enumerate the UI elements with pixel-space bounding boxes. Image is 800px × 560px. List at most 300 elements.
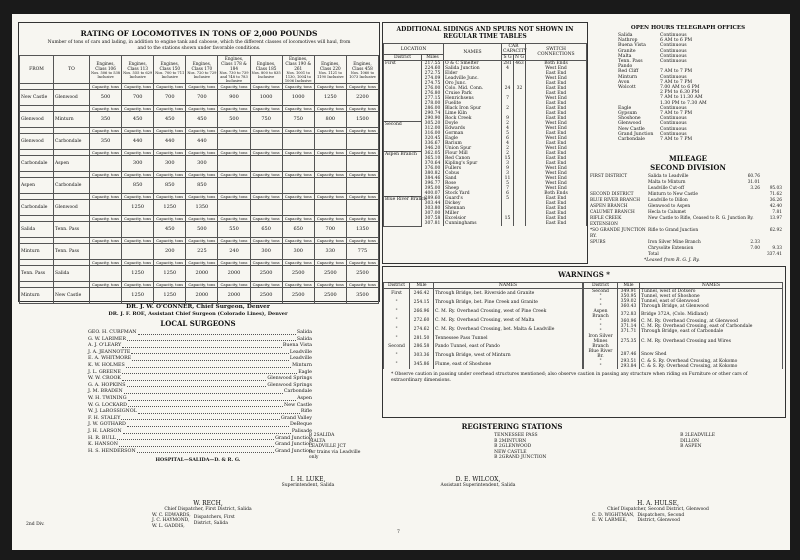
value-cell: 650 — [282, 222, 314, 238]
office-hours: Continuous — [660, 105, 687, 111]
leader-dots — [122, 376, 266, 381]
siding-cell: 336.67 — [422, 141, 444, 146]
capacity-label: Capacity, tons — [282, 194, 314, 200]
capacity-label: Capacity, tons — [154, 260, 186, 266]
class-name: Engines, Class 178 & 184 — [221, 56, 247, 71]
siding-cell: 272.75 — [422, 71, 444, 76]
surgeon-name: J. W. GOTHARD — [88, 422, 126, 428]
siding-cell: Henrichsens — [444, 96, 502, 101]
mileage-row — [590, 216, 786, 228]
value-cell — [218, 134, 250, 150]
warning-mile: 372.83 — [618, 309, 640, 319]
warning-district: Iron Silver Mines Branch — [584, 334, 618, 349]
capacity-label: Capacity, tons — [250, 150, 282, 156]
capacity-label: Capacity, tons — [122, 282, 154, 288]
warning-row — [384, 360, 583, 369]
siding-cell: Edwards — [444, 126, 502, 131]
surgeon-place: Grand Valley — [280, 415, 312, 421]
mileage-desc: Rifle to Grand Junction — [648, 228, 699, 233]
telegraph-panel — [590, 22, 786, 152]
siding-cell: 15 — [502, 156, 514, 161]
class-numbers: Nos. 555 to 629 Inclusive — [123, 70, 153, 79]
value-cell: 3500 — [346, 288, 378, 304]
capacity-header: CAR CAPACITY — [503, 44, 527, 54]
warning-mile: 293.51 — [618, 359, 640, 364]
siding-cell: 224.60 — [422, 66, 444, 71]
surgeon-row — [88, 396, 312, 403]
capacity-label: Capacity, tons — [218, 238, 250, 244]
capacity-label: Capacity, tons — [122, 216, 154, 222]
chief-surgeon: DR. J. W. O'CONNER, Chief Surgeon, Denver — [126, 304, 270, 310]
siding-cell: East End — [526, 91, 587, 96]
capacity-label: Capacity, tons — [90, 216, 122, 222]
warning-name: Pando Tunnel, east of Pando — [434, 342, 583, 351]
to-cell: New Castle — [54, 288, 90, 304]
capacity-label: Capacity, tons — [90, 238, 122, 244]
office-name: Grand Junction — [618, 131, 654, 137]
leader-dots — [124, 389, 283, 394]
leader-dots — [138, 330, 296, 335]
siding-cell: 303.80 — [422, 206, 444, 211]
value-cell: 1500 — [346, 112, 378, 128]
capacity-label: Capacity, tons — [282, 172, 314, 178]
surgeon-place: Minturn — [292, 362, 312, 368]
dispatchers-second-title: Dispatchers, Second District, Glenwood — [637, 512, 685, 523]
value-cell: 650 — [250, 222, 282, 238]
siding-cell — [514, 221, 526, 226]
siding-cell: 303.44 — [422, 201, 444, 206]
value-cell: 1250 — [122, 288, 154, 304]
value-cell: 750 — [250, 112, 282, 128]
registering-station: B 2GLENWOOD — [494, 444, 532, 449]
warning-mile: 287.46 — [618, 349, 640, 359]
siding-cell: Stock Yard — [444, 191, 502, 196]
division-label: 2nd Div. — [26, 522, 45, 527]
chief-dispatcher-first-title: Chief Dispatcher, First District, Salida — [164, 507, 252, 512]
capacity-label: Capacity, tons — [218, 216, 250, 222]
class-numbers: Nos. 730 to 739 and 748 to 783 Inclusive — [219, 71, 249, 83]
office-name: Granite — [618, 48, 636, 54]
class-numbers: Nos. 720 to 729 Inclusive — [187, 70, 217, 79]
warning-row — [584, 364, 783, 369]
table-row — [20, 134, 379, 150]
surgeon-name: E. A. WHITMORE — [88, 356, 132, 362]
warning-district: Blue River Br. — [584, 349, 618, 359]
siding-cell: Elder — [444, 71, 502, 76]
siding-cell: Leadville Junc. — [444, 76, 502, 81]
siding-cell: Dickey — [444, 201, 502, 206]
from-cell: Aspen — [20, 178, 54, 194]
warn-names-header: NAMES — [434, 283, 583, 289]
switch-header: SWITCH CONNECTIONS — [526, 44, 587, 61]
to-cell: Glenwood — [54, 90, 90, 106]
capacity-label: Capacity, tons — [346, 106, 378, 112]
warning-mile: 286.58 — [410, 342, 434, 351]
capacity-label: Capacity, tons — [314, 150, 346, 156]
value-cell: 300 — [122, 156, 154, 172]
from-header: FROM — [20, 56, 54, 84]
capacity-label: Capacity, tons — [282, 150, 314, 156]
loco-header-row — [20, 56, 379, 84]
leader-dots — [132, 356, 289, 361]
mileage-label: RIFLE CREEK EXTENSION — [590, 216, 622, 227]
registering-station: B 2MINTURN — [494, 438, 527, 444]
siding-cell: Rose — [444, 181, 502, 186]
mileage-label: SPURS — [590, 240, 606, 245]
siding-cell: West End — [526, 166, 587, 171]
surgeon-name: A. J. O'LEARY — [88, 343, 122, 349]
value-cell: 500 — [186, 222, 218, 238]
dispatcher-haymond: J. C. HAYMOND, — [152, 518, 190, 523]
from-cell: Glenwood — [20, 134, 54, 150]
surgeon-name: J. A. JEANNOTTE — [88, 349, 131, 355]
warning-name: Tunnel, west of Shoshone — [640, 294, 783, 299]
capacity-label: Capacity, tons — [90, 106, 122, 112]
warning-district: " — [384, 325, 410, 334]
registering-station: TENNESSEE PASS — [494, 433, 538, 438]
siding-cell: 4 — [502, 126, 514, 131]
superintendent-title: Superintendent, Salida — [281, 483, 335, 488]
capacity-label: Capacity, tons — [250, 106, 282, 112]
surgeon-row — [88, 389, 312, 396]
from-cell: Minturn — [20, 244, 54, 260]
capacity-label: Capacity, tons — [186, 106, 218, 112]
value-cell: 900 — [218, 90, 250, 106]
value-cell: 2500 — [314, 266, 346, 282]
capacity-label: Capacity, tons — [314, 260, 346, 266]
value-cell: 1000 — [250, 90, 282, 106]
value-cell: 2200 — [346, 90, 378, 106]
leader-dots — [131, 350, 289, 355]
class-name: Engines, Class 190 & 261 — [285, 56, 312, 71]
capacity-label: Capacity, tons — [122, 172, 154, 178]
siding-cell: Black Iron Spur — [444, 106, 502, 111]
capacity-label: Capacity, tons — [282, 84, 314, 90]
siding-cell: 4 — [502, 141, 514, 146]
capacity-label: Capacity, tons — [154, 128, 186, 134]
office-name: Salida — [618, 33, 633, 38]
warning-mile: 274.62 — [410, 325, 434, 334]
mileage-label: CALUMET BRANCH — [590, 210, 635, 215]
office-name: Wolcott — [618, 85, 636, 91]
dispatcher-wightman: C. D. WIGHTMAN, — [592, 512, 635, 518]
from-cell: Carbondale — [20, 200, 54, 216]
office-hours: Continuous — [660, 74, 687, 80]
surgeon-row — [88, 337, 312, 344]
siding-cell: 316.00 — [422, 131, 444, 136]
capacity-label: Capacity, tons — [282, 260, 314, 266]
value-cell: 1350 — [346, 222, 378, 238]
leader-dots — [127, 383, 267, 388]
value-cell: 200 — [154, 244, 186, 260]
location-header: LOCATION — [384, 44, 444, 55]
siding-cell: West End — [526, 76, 587, 81]
warn-district-header: District — [384, 283, 410, 289]
office-hours: Continuous — [660, 126, 687, 132]
siding-cell: 32 — [514, 86, 526, 91]
siding-cell: 217.55 — [422, 61, 444, 67]
siding-cell: East End — [526, 81, 587, 86]
surgeon-place: Eagle — [298, 369, 312, 375]
value-cell: 300 — [186, 156, 218, 172]
class-numbers: Nos. 506 to 538 Inclusive — [91, 70, 121, 79]
mileage-desc: Chrysolite Extension — [648, 246, 694, 251]
capacity-label: Capacity, tons — [218, 84, 250, 90]
mileage-desc: Minturn to New Castle — [648, 192, 698, 197]
warning-row — [384, 342, 583, 351]
mileage-a: 7.00 — [750, 246, 760, 251]
siding-cell: 6 — [502, 191, 514, 196]
value-cell: 440 — [154, 134, 186, 150]
capacity-label: Capacity, tons — [250, 260, 282, 266]
siding-cell: 400.07 — [422, 191, 444, 196]
warning-district: " — [384, 334, 410, 343]
warning-row — [384, 307, 583, 316]
value-cell — [122, 244, 154, 260]
warning-mile: 254.15 — [410, 298, 434, 307]
surgeon-name: W. J. LaROSSIGNOL — [88, 409, 137, 415]
district-cell: Aspen Branch — [384, 151, 422, 196]
value-cell: 1250 — [154, 200, 186, 216]
siding-cell: Union Spur — [444, 146, 502, 151]
capacity-label: Capacity, tons — [122, 194, 154, 200]
siding-cell: 276.80 — [422, 91, 444, 96]
class-header — [346, 56, 378, 84]
siding-cell: 320.45 — [422, 136, 444, 141]
warning-row — [584, 309, 783, 319]
siding-cell: Colo. Mid. Conn. — [444, 86, 502, 91]
siding-cell: East End — [526, 201, 587, 206]
value-cell — [346, 134, 378, 150]
siding-cell: 278.00 — [422, 101, 444, 106]
siding-cell: East End — [526, 141, 587, 146]
warning-district: " — [384, 360, 410, 369]
class-numbers: Nos. 1001 to 1130, 1004 to 1006 Inclusive — [284, 71, 312, 83]
value-cell — [282, 134, 314, 150]
value-cell: 300 — [250, 244, 282, 260]
capacity-label: Capacity, tons — [90, 128, 122, 134]
siding-cell: Sheep — [444, 186, 502, 191]
value-cell — [282, 178, 314, 194]
siding-cell: 380.82 — [422, 171, 444, 176]
mileage-label: SECOND DISTRICT — [590, 192, 634, 197]
office-hours: Continuous — [660, 59, 687, 65]
siding-cell: 384.46 — [422, 176, 444, 181]
office-name: Nathrop — [618, 38, 638, 44]
value-cell: 1250 — [122, 266, 154, 282]
siding-cell: West End — [526, 146, 587, 151]
siding-cell: West End — [526, 121, 587, 126]
class-header — [90, 56, 122, 84]
siding-cell: 307.81 — [422, 221, 444, 226]
capacity-label: Capacity, tons — [282, 216, 314, 222]
capacity-label: Capacity, tons — [346, 172, 378, 178]
capacity-label: Capacity, tons — [250, 216, 282, 222]
value-cell: 330 — [314, 244, 346, 260]
class-name: Engines, Class 150 — [159, 60, 181, 71]
warning-row — [584, 349, 783, 359]
class-name: Engines, Class 458 — [352, 60, 373, 71]
value-cell: 440 — [122, 134, 154, 150]
warning-mile: 303.36 — [410, 351, 434, 360]
siding-cell: 274.09 — [422, 76, 444, 81]
office-hours: 7 AM to 7 PM — [660, 137, 693, 143]
mileage-a: 2.33 — [750, 240, 760, 245]
siding-cell: 276.00 — [422, 86, 444, 91]
registering-station: B ASPEN — [680, 444, 702, 449]
mileage-desc: Hecla to Calumet — [648, 210, 687, 215]
registering-station: B 2GRAND JUNCTION — [494, 455, 547, 460]
siding-cell: Guard's — [444, 196, 502, 201]
siding-cell: Lime Kiln — [444, 111, 502, 116]
registering-station: for trains via Leadville — [308, 449, 361, 455]
siding-cell: 395.00 — [422, 186, 444, 191]
value-cell — [346, 178, 378, 194]
warning-district: " — [584, 324, 618, 329]
telegraph-office — [618, 137, 728, 142]
warn-mile-header-2: Mile — [618, 283, 640, 289]
dispatcher-larmee: E. W. LARMEE, — [592, 518, 628, 523]
class-header — [314, 56, 346, 84]
from-cell: Minturn — [20, 288, 54, 304]
value-cell — [90, 244, 122, 260]
capacity-label: Capacity, tons — [282, 106, 314, 112]
siding-cell: 281 — [503, 61, 512, 66]
warning-mile: 359.02 — [618, 299, 640, 304]
warning-row — [384, 325, 583, 334]
mileage-desc: Malta to Minturn — [648, 180, 686, 185]
value-cell — [282, 200, 314, 216]
warning-district: Second — [584, 289, 618, 295]
capacity-label: Capacity, tons — [346, 282, 378, 288]
asst-superintendent-name: D. E. WILCOX, — [455, 476, 501, 483]
leader-dots — [128, 396, 297, 401]
office-hours: Continuous — [660, 33, 687, 38]
warning-name: C. & S. Ry. Overhead Crossing, at Kokomo — [640, 359, 783, 364]
siding-cell: 362.05 — [422, 151, 444, 156]
warnings-footnote: * Observe caution in passing under overhead structures mentioned; also observe caution in passing any structure when riding on Furniture or other cars of extraordinary dimensions. — [391, 372, 748, 383]
capacity-label: Capacity, tons — [282, 128, 314, 134]
surgeon-place: Glenwood Springs — [267, 382, 312, 388]
surgeon-row — [88, 356, 312, 363]
value-cell — [250, 200, 282, 216]
warning-mile: 360.96 — [618, 319, 640, 324]
mileage-b: 42.40 — [769, 204, 782, 209]
siding-cell: 307.00 — [422, 211, 444, 216]
capacity-label: Capacity, tons — [218, 106, 250, 112]
warning-district: " — [384, 298, 410, 307]
locomotive-rating-title: RATING OF LOCOMOTIVES IN TONS OF 2,000 POUNDS — [80, 29, 318, 38]
value-cell — [90, 288, 122, 304]
siding-cell: 7 — [502, 96, 514, 101]
class-name: Engines, Class 185 — [255, 60, 277, 71]
siding-cell: 5 — [502, 181, 514, 186]
mileage-desc: Iron Silver Mine Branch — [648, 240, 701, 245]
siding-cell: Gorman — [444, 131, 502, 136]
value-cell: 850 — [186, 178, 218, 194]
table-row — [20, 244, 379, 260]
warning-district: First — [384, 289, 410, 299]
warning-row — [384, 289, 583, 299]
mileage-b: 62.92 — [769, 228, 782, 233]
warning-name: C. & S. Ry. Overhead Crossing, at Kokomo — [640, 364, 783, 369]
office-hours: Continuous — [660, 131, 687, 137]
siding-cell: East End — [526, 86, 587, 91]
siding-cell: 277.15 — [422, 96, 444, 101]
warning-name: Snow Shed — [640, 349, 783, 359]
leader-dots — [122, 370, 297, 375]
registering-panel — [242, 422, 782, 472]
capacity-label: Capacity, tons — [90, 282, 122, 288]
value-cell: 550 — [218, 222, 250, 238]
siding-cell: 274.75 — [422, 81, 444, 86]
table-row — [20, 288, 379, 304]
warning-name: C. M. Ry. Overhead Crossing, bet. Malta & Leadville — [434, 325, 583, 334]
class-header — [250, 56, 282, 84]
leader-dots — [138, 409, 300, 414]
value-cell: 2500 — [282, 288, 314, 304]
value-cell — [218, 156, 250, 172]
telegraph-title: OPEN HOURS TELEGRAPH OFFICES — [630, 25, 746, 31]
value-cell — [90, 156, 122, 172]
warning-mile: 345.86 — [410, 360, 434, 369]
capacity-label: Capacity, tons — [186, 128, 218, 134]
warning-name: C. M. Ry. Overhead Crossing and Wires — [640, 334, 783, 349]
warning-district: " — [584, 299, 618, 304]
class-numbers: Nos. 1060 to 1073 Inclusive — [349, 70, 376, 79]
value-cell: 2000 — [186, 266, 218, 282]
office-hours: 6 AM to 6 PM — [660, 38, 693, 44]
capacity-label: Capacity, tons — [154, 282, 186, 288]
capacity-label: Capacity, tons — [282, 282, 314, 288]
mileage-b: 95.03 — [769, 186, 782, 191]
warning-name: Tunnel, west of Dotsero — [640, 289, 783, 295]
sidings-title: ADDITIONAL SIDINGS AND SPURS NOT SHOWN IN REGULAR TIME TABLES — [396, 26, 574, 40]
office-hours: Continuous — [660, 116, 687, 122]
registering-column-3 — [680, 433, 715, 461]
capacity-label: Capacity, tons — [314, 238, 346, 244]
locomotive-rating-table — [19, 55, 379, 304]
class-header — [282, 56, 314, 84]
value-cell — [90, 200, 122, 216]
sidings-table — [383, 43, 587, 227]
to-cell: Carbondale — [54, 178, 90, 194]
siding-cell: West End — [526, 171, 587, 176]
assistant-chief-surgeon: DR. J. F. ROE, Assistant Chief Surgeon (Colorado Lines), Denver — [108, 311, 288, 317]
value-cell: 1250 — [154, 288, 186, 304]
capacity-label: Capacity, tons — [314, 282, 346, 288]
table-row — [20, 112, 379, 128]
table-row — [20, 156, 379, 172]
capacity-label: Capacity, tons — [218, 150, 250, 156]
siding-cell: 2 — [502, 151, 514, 156]
mileage-desc: New Castle to Rifle, Ceased to R. G. Junction Ry. — [648, 216, 754, 221]
capacity-label: Capacity, tons — [218, 172, 250, 178]
warning-name: Flume, east of Shoshone — [434, 360, 583, 369]
value-cell: 750 — [282, 112, 314, 128]
warning-district: Second — [384, 342, 410, 351]
value-cell: 350 — [90, 134, 122, 150]
siding-cell: 3 — [502, 161, 514, 166]
sidings-panel — [382, 22, 588, 264]
registering-station: B 2LEADVILLE — [680, 433, 716, 438]
office-hours: Continuous — [660, 48, 687, 54]
capacity-label: Capacity, tons — [122, 128, 154, 134]
siding-cell: Cobus — [444, 171, 502, 176]
value-cell — [314, 178, 346, 194]
mileage-b: 337.41 — [766, 252, 782, 257]
chief-dispatcher-first-name: W. RECH, — [193, 500, 223, 507]
